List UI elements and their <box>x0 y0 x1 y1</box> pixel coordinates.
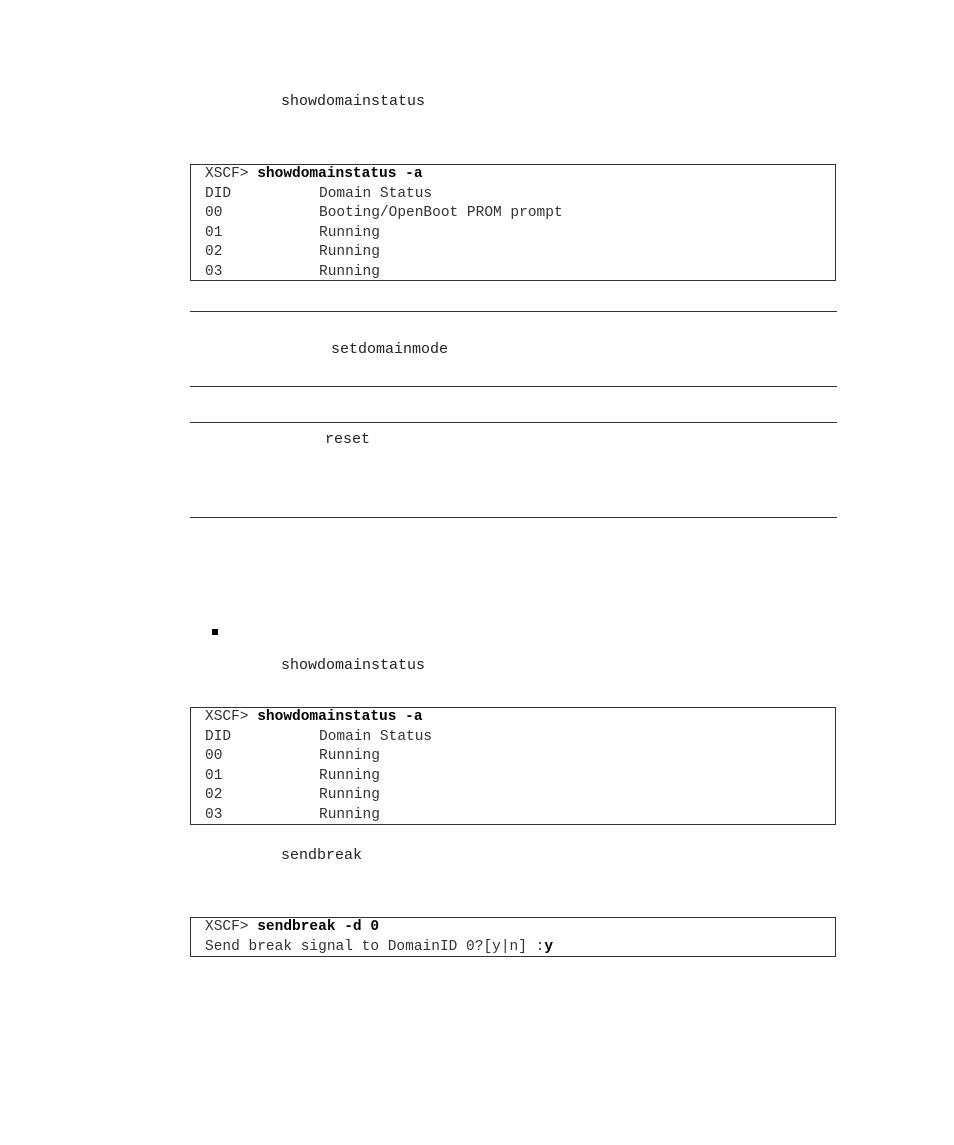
command: showdomainstatus -a <box>257 166 423 182</box>
table-header <box>205 728 835 748</box>
header-did: DID <box>205 185 232 202</box>
command: showdomainstatus -a <box>257 709 423 725</box>
code-box-sendbreak <box>190 917 836 957</box>
answer: y <box>544 938 554 955</box>
row-did: 02 <box>205 787 223 803</box>
code-box-showdomainstatus <box>190 164 836 281</box>
note-top-rule <box>190 422 837 423</box>
table-row <box>205 786 835 806</box>
code-line-command <box>205 165 835 185</box>
table-row <box>205 263 835 283</box>
prompt: XSCF> <box>205 919 258 935</box>
row-status: Running <box>319 244 380 260</box>
table-row <box>205 806 835 826</box>
row-status: Running <box>319 787 380 803</box>
note-bottom-rule <box>190 386 837 387</box>
command-reference-sendbreak: sendbreak <box>281 847 363 864</box>
header-did: DID <box>205 728 232 745</box>
row-status: Running <box>319 263 380 280</box>
table-row <box>205 767 835 787</box>
row-status: Running <box>319 767 380 784</box>
prompt: XSCF> <box>205 709 258 725</box>
table-row <box>205 224 835 244</box>
row-did: 03 <box>205 806 223 823</box>
table-row <box>205 747 835 767</box>
table-row <box>205 204 835 224</box>
command-reference-showdomainstatus: showdomainstatus <box>281 93 426 110</box>
row-did: 03 <box>205 263 223 280</box>
row-did: 00 <box>205 748 223 764</box>
code-line-command <box>205 708 835 728</box>
command-reference-setdomainmode: setdomainmode <box>331 341 449 358</box>
row-status: Running <box>319 806 380 823</box>
code-box-showdomainstatus <box>190 707 836 825</box>
row-status: Running <box>319 748 380 764</box>
row-did: 02 <box>205 244 223 260</box>
row-status: Booting/OpenBoot PROM prompt <box>319 205 563 221</box>
table-header <box>205 185 835 205</box>
bullet-marker <box>212 629 218 635</box>
row-status: Running <box>319 224 380 241</box>
note-bottom-rule <box>190 517 837 518</box>
command-reference-showdomainstatus: showdomainstatus <box>281 657 426 674</box>
header-status: Domain Status <box>319 185 433 202</box>
output-text: Send break signal to DomainID 0?[y|n] : <box>205 938 545 955</box>
code-line-command <box>205 918 835 938</box>
code-line-output <box>205 938 835 958</box>
row-did: 01 <box>205 224 223 241</box>
row-did: 00 <box>205 205 223 221</box>
command-reference-reset: reset <box>325 431 371 448</box>
note-top-rule <box>190 311 837 312</box>
header-status: Domain Status <box>319 728 433 745</box>
table-row <box>205 243 835 263</box>
prompt: XSCF> <box>205 166 258 182</box>
row-did: 01 <box>205 767 223 784</box>
command: sendbreak -d 0 <box>257 919 380 935</box>
